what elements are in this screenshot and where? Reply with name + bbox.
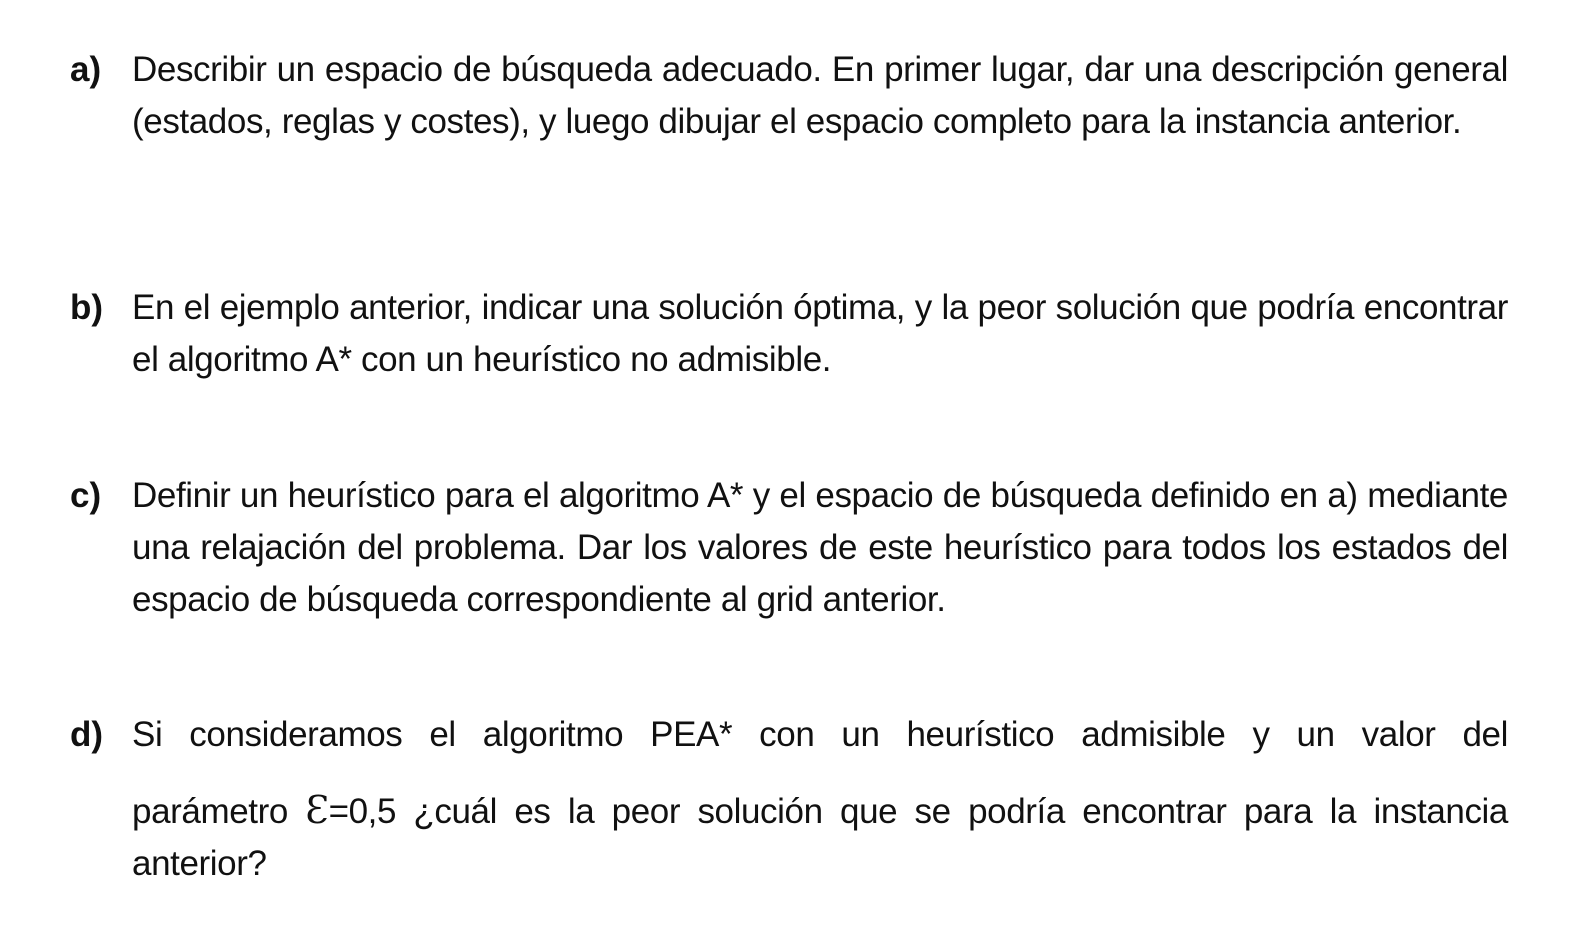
question-c-label: c) bbox=[70, 476, 102, 515]
question-d bbox=[70, 709, 1508, 890]
question-a-label: a) bbox=[70, 50, 102, 89]
question-d-prefix: parámetro bbox=[132, 792, 306, 831]
question-d-text bbox=[132, 709, 1508, 890]
question-b-text: En el ejemplo anterior, indicar una solución óptima, y la peor solución que podría encontrar el algoritmo A* con un heurístico no admisible. bbox=[132, 288, 1508, 379]
question-c bbox=[70, 470, 1508, 626]
question-c-text: Definir un heurístico para el algoritmo A* y el espacio de búsqueda definido en a) mediante una relajación del problema. Dar los valores de este heurístico para todos los estados del espacio de búsqueda correspondiente al grid anterior. bbox=[132, 476, 1508, 619]
question-d-line2 bbox=[132, 788, 1508, 883]
epsilon-symbol: Ɛ bbox=[305, 788, 329, 832]
question-b-label: b) bbox=[70, 288, 104, 327]
question-b bbox=[70, 282, 1508, 386]
question-d-suffix: =0,5 ¿cuál es la peor solución que se podría encontrar para la instancia anterior? bbox=[132, 792, 1508, 883]
question-a bbox=[70, 44, 1508, 148]
question-d-line1: Si consideramos el algoritmo PEA* con un heurístico admisible y un valor del bbox=[132, 715, 1508, 754]
question-d-label: d) bbox=[70, 715, 104, 754]
question-a-text: Describir un espacio de búsqueda adecuado. En primer lugar, dar una descripción general (estados, reglas y costes), y luego dibujar el espacio completo para la instancia anterior. bbox=[132, 50, 1508, 141]
